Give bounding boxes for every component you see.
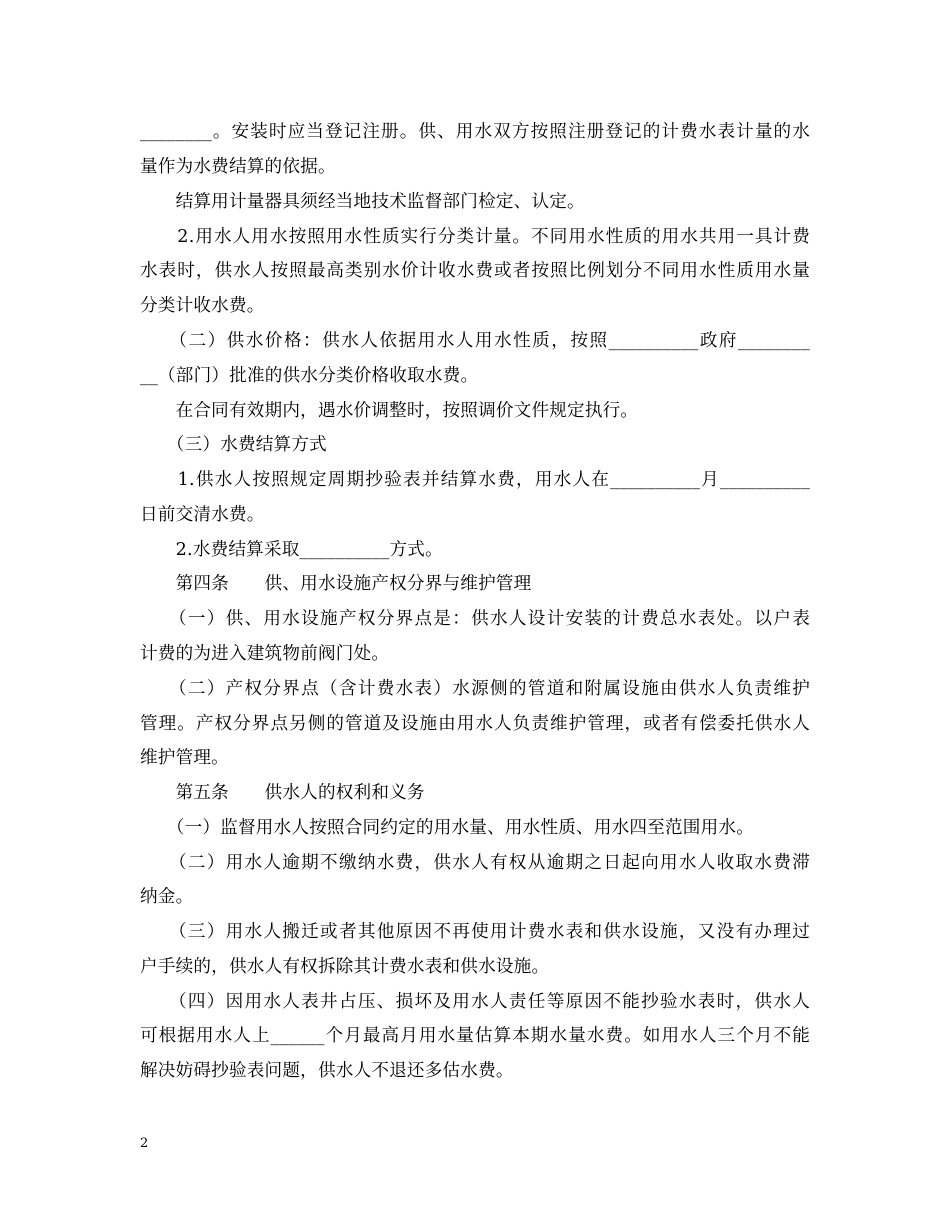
text-line: 1.供水人按照规定周期抄验表并结算水费，用水人在__________月__________ [140, 470, 810, 490]
text-line: ________。安装时应当登记注册。供、用水双方按照注册登记的计费水表计量的水 [140, 122, 810, 142]
section-heading: 第四条 供、用水设施产权分界与维护管理 [140, 574, 532, 594]
text-line: （二）供水价格：供水人依据用水人用水性质，按照__________政府________ [140, 331, 810, 351]
text-line: 计费的为进入建筑物前阀门处。 [140, 644, 390, 664]
text-line: （二）用水人逾期不缴纳水费，供水人有权从逾期之日起向用水人收取水费滞 [140, 853, 810, 873]
text-line: 结算用计量器具须经当地技术监督部门检定、认定。 [140, 192, 585, 212]
text-line: 水表时，供水人按照最高类别水价计收水费或者按照比例划分不同用水性质用水量 [140, 261, 810, 281]
text-line: 户手续的，供水人有权拆除其计费水表和供水设施。 [140, 957, 550, 977]
text-line: 2.用水人用水按照用水性质实行分类计量。不同用水性质的用水共用一具计费 [140, 227, 810, 247]
text-line: 纳金。 [140, 887, 194, 907]
text-line: __（部门）批准的供水分类价格收取水费。 [140, 366, 479, 386]
text-line: （一）监督用水人按照合同约定的用水量、用水性质、用水四至范围用水。 [140, 818, 754, 838]
text-line: 可根据用水人上______个月最高月用水量估算本期水量水费。如用水人三个月不能 [140, 1026, 810, 1046]
page-number: 2 [140, 1136, 149, 1151]
text-line: 2.水费结算采取__________方式。 [140, 540, 443, 560]
text-line: （三）水费结算方式 [140, 435, 327, 455]
text-line: 量作为水费结算的依据。 [140, 157, 336, 177]
text-line: （四）因用水人表井占压、损坏及用水人责任等原因不能抄验水表时，供水人 [140, 992, 810, 1012]
text-line: （一）供、用水设施产权分界点是：供水人设计安装的计费总水表处。以户表 [140, 609, 810, 629]
text-line: 维护管理。 [140, 748, 229, 768]
text-line: 分类计收水费。 [140, 296, 265, 316]
text-line: （三）用水人搬迁或者其他原因不再使用计费水表和供水设施，又没有办理过 [140, 922, 810, 942]
text-line: 解决妨碍抄验表问题，供水人不退还多估水费。 [140, 1061, 514, 1081]
text-line: （二）产权分界点（含计费水表）水源侧的管道和附属设施由供水人负责维护 [140, 679, 810, 699]
section-heading: 第五条 供水人的权利和义务 [140, 783, 425, 803]
text-line: 管理。产权分界点另侧的管道及设施由用水人负责维护管理，或者有偿委托供水人 [140, 714, 810, 734]
text-line: 日前交清水费。 [140, 505, 265, 525]
text-line: 在合同有效期内，遇水价调整时，按照调价文件规定执行。 [140, 401, 639, 421]
